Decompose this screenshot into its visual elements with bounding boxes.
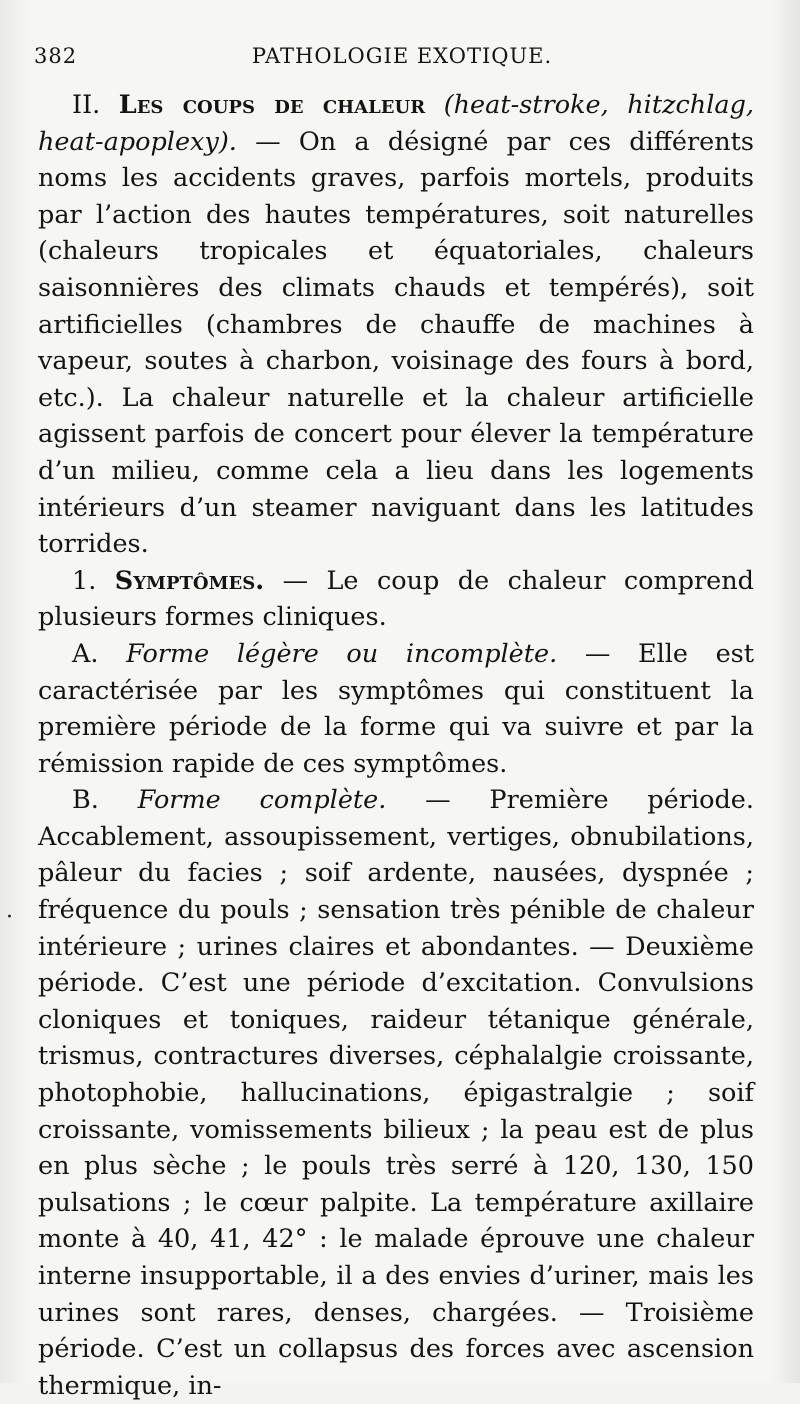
- symptoms-number: 1.: [72, 565, 97, 596]
- form-b-text: — Première période. Accablement, assoupissement, vertiges, obnubilations, pâleur du facies ; soif ardente, nausées, dyspnée ; fréquence du pouls ; sensation très pénible de chaleur intérieure ; urines claires et abondantes. — Deuxième période. C’est une période d’excitation. Convulsions cloniques et toniques, raideur tétanique générale, trismus, contractures diverses, céphalalgie croissante, photophobie, hallucinations, épigastralgie ; soif croissante, vomissements bilieux ; la peau est de plus en plus sèche ; le pouls très serré à 120, 130, 150 pulsations ; le cœur palpite. La température axillaire monte à 40, 41, 42° : le malade éprouve une chaleur interne insupportable, il a des envies d’uriner, mais les urines sont rares, denses, chargées. — Troisième période. C’est un collapsus des forces avec ascension thermique, in-: [38, 785, 754, 1401]
- form-b-title: Forme complète.: [137, 785, 387, 816]
- page-number: 382: [34, 44, 78, 68]
- section-number: II.: [72, 90, 101, 120]
- symptoms-text: — Le coup de chaleur comprend plusieurs formes cliniques.: [38, 565, 755, 633]
- form-a-letter: A.: [72, 638, 99, 669]
- form-b-letter: B.: [72, 785, 99, 816]
- section-alt-names: (heat-stroke, hitzchlag, heat-apoplexy).: [38, 90, 754, 157]
- section-title: Les coups de chaleur: [118, 90, 426, 120]
- form-a-title: Forme légère ou incomplète.: [126, 638, 558, 669]
- symptoms-title: Symptômes.: [114, 565, 265, 596]
- page-body: [38, 87, 754, 1404]
- section-paragraph: [38, 87, 754, 563]
- symptoms-paragraph: [38, 563, 754, 636]
- form-a-text: — Elle est caractérisée par les symptômes qui constituent la première période de la forme qui va suivre et par la rémission rapide de ces symptômes.: [38, 638, 755, 779]
- page-header: [34, 44, 760, 76]
- form-a-paragraph: [38, 636, 754, 782]
- margin-mark: ·: [6, 905, 13, 930]
- form-b-paragraph: [38, 782, 754, 1404]
- running-title: PATHOLOGIE EXOTIQUE.: [251, 44, 553, 68]
- section-text: — On a désigné par ces différents noms les accidents graves, parfois mortels, produits par l’action des hautes températures, soit naturelles (chaleurs tropicales et équatoriales, chaleurs saisonnières des climats chauds et tempérés), soit artificielles (chambres de chauffe de machines à vapeur, soutes à charbon, voisinage des fours à bord, etc.). La chaleur naturelle et la chaleur artificielle agissent parfois de concert pour élever la température d’un milieu, comme cela a lieu dans les logements intérieurs d’un steamer naviguant dans les latitudes torrides.: [38, 126, 754, 560]
